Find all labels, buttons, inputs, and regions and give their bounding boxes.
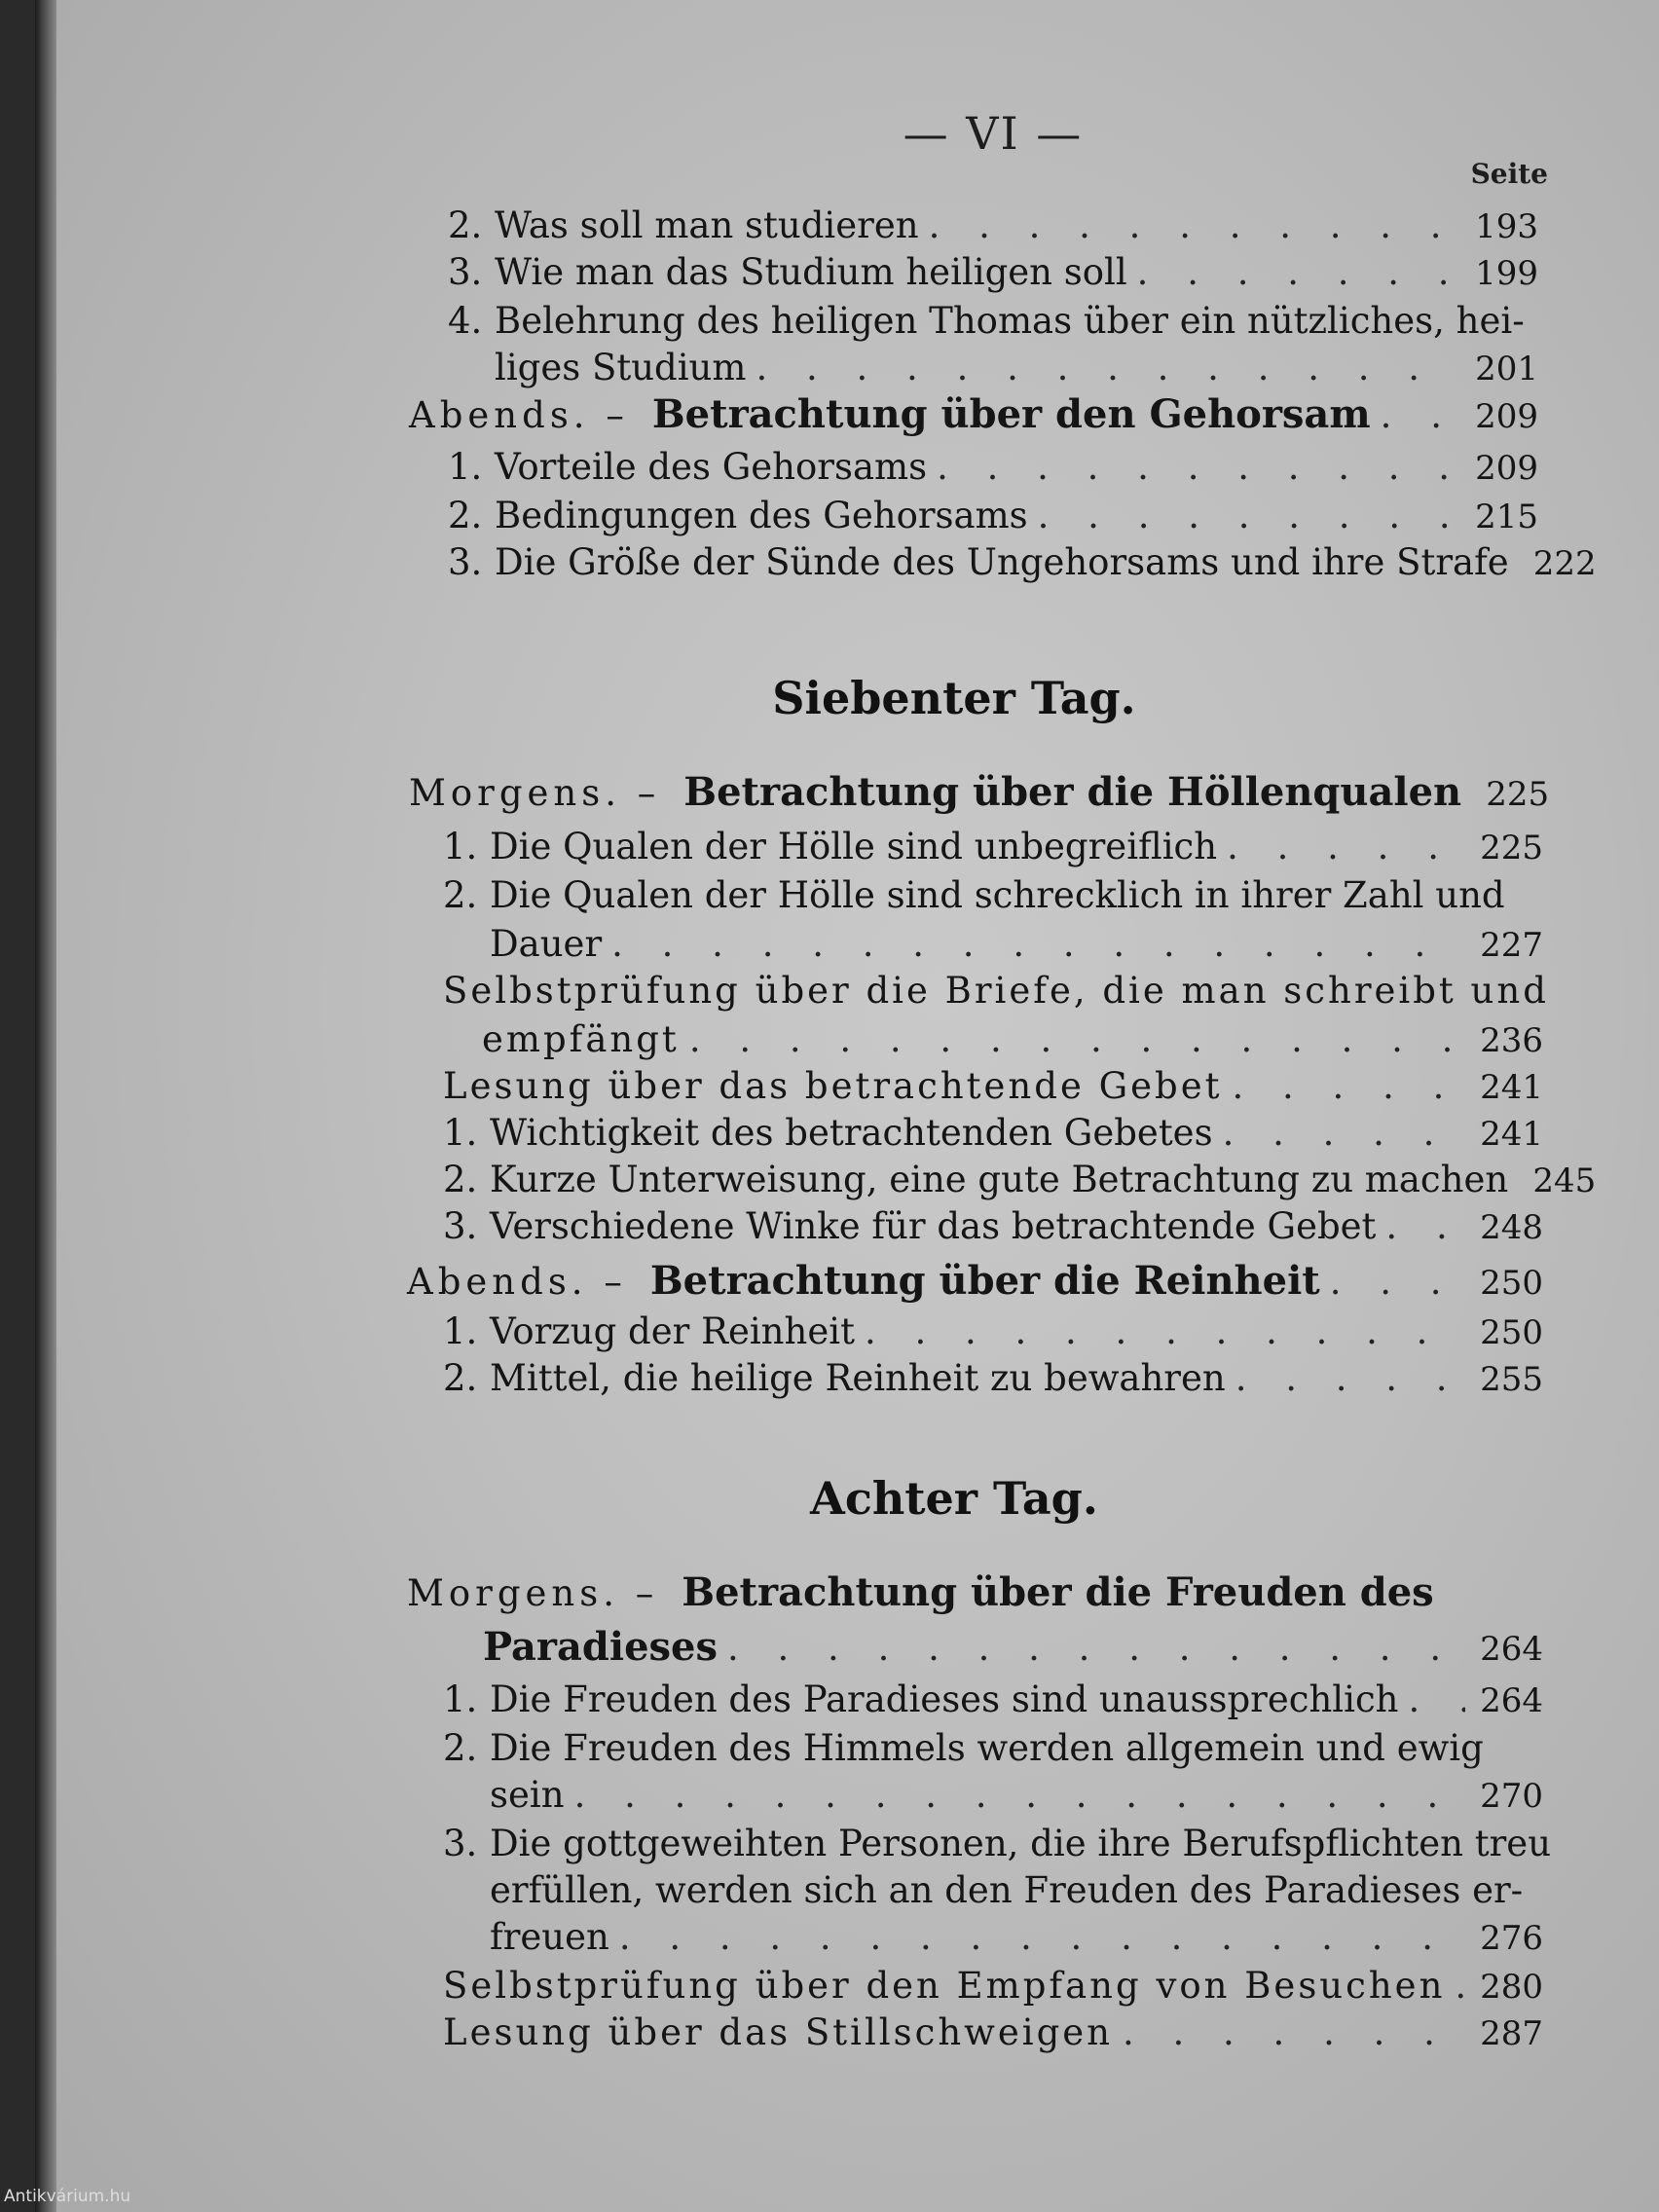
toc-section: [409, 391, 1538, 437]
section-title: Paradieses: [483, 1624, 719, 1670]
entry-title: sein: [490, 1774, 565, 1816]
entry-title: Die gottgeweihten Personen, die ihre Berufspflichten treu: [490, 1823, 1552, 1864]
toc-section: [407, 1569, 1543, 1615]
entry-page: 225: [1480, 829, 1543, 867]
entry-page: 276: [1480, 1919, 1543, 1958]
dot-leader: [1233, 1065, 1465, 1107]
entry-title: Selbstprüfung über den Empfang von Besuchen: [443, 1965, 1446, 2007]
toc-section-continuation: [483, 1624, 1543, 1670]
entry-page: 222: [1532, 544, 1597, 583]
entry-title: Die Größe der Sünde des Ungehorsams und ihre Strafe: [495, 541, 1509, 583]
toc-entry: [443, 826, 1543, 867]
toc-entry-continuation: [490, 923, 1543, 965]
dot-leader: [1330, 1261, 1465, 1303]
entry-page: 209: [1475, 397, 1538, 436]
toc-section: [407, 1258, 1543, 1304]
dot-leader: [689, 1018, 1465, 1060]
entry-title: Mittel, die heilige Reinheit zu bewahren: [490, 1357, 1226, 1399]
toc-entry-continuation: [490, 1774, 1543, 1816]
section-title: Betrachtung über die Reinheit: [649, 1258, 1320, 1304]
entry-title: freuen: [490, 1916, 609, 1958]
entry-number: 3.: [443, 1205, 478, 1247]
toc-entry: [443, 1965, 1543, 2007]
dot-leader: [865, 1310, 1465, 1352]
entry-number: 2.: [448, 495, 483, 536]
section-label: Abends. –: [407, 1261, 627, 1303]
entry-page: 280: [1480, 1968, 1543, 2007]
entry-title: Verschiedene Winke für das betrachtende Gebet: [490, 1205, 1377, 1247]
entry-page: 236: [1480, 1021, 1543, 1060]
day-heading: Achter Tag.: [810, 1472, 1098, 1525]
entry-title: Vorzug der Reinheit: [490, 1310, 855, 1352]
toc-entry: [443, 1310, 1543, 1352]
toc-entry: [448, 300, 1538, 342]
entry-title: Lesung über das betrachtende Gebet: [443, 1065, 1223, 1107]
toc-entry: [443, 1678, 1543, 1720]
entry-number: 1.: [443, 1678, 478, 1720]
entry-page: 209: [1475, 449, 1538, 488]
entry-title: Lesung über das Stillschweigen: [443, 2011, 1113, 2053]
toc-entry: [443, 970, 1549, 1012]
entry-number: 3.: [443, 1823, 478, 1864]
toc-entry: [448, 204, 1538, 246]
entry-number: 1.: [443, 1112, 478, 1154]
toc-entry: [443, 1065, 1543, 1107]
entry-page: 245: [1532, 1161, 1597, 1200]
entry-title: liges Studium: [495, 347, 747, 388]
section-title: Betrachtung über die Höllenqualen: [683, 769, 1462, 815]
dot-leader: [1123, 2011, 1465, 2053]
page-number: — VI —: [903, 107, 1084, 160]
dot-leader: [1223, 1112, 1465, 1154]
entry-title: Selbstprüfung über die Briefe, die man schreibt und: [443, 970, 1549, 1012]
dot-leader: [727, 1627, 1465, 1669]
entry-title: Dauer: [490, 923, 603, 965]
entry-number: 4.: [448, 300, 483, 342]
entry-page: 264: [1480, 1630, 1543, 1669]
watermark: Antikvárium.hu: [4, 2187, 131, 2206]
entry-page: 264: [1480, 1681, 1543, 1720]
entry-title: Bedingungen des Gehorsams: [495, 495, 1028, 536]
entry-number: 2.: [443, 1159, 478, 1200]
entry-number: 2.: [443, 1357, 478, 1399]
entry-page: 287: [1480, 2014, 1543, 2053]
entry-page: 201: [1475, 350, 1538, 388]
dot-leader: [1137, 251, 1460, 293]
entry-page: 199: [1475, 254, 1538, 293]
entry-title: Belehrung des heiligen Thomas über ein nützliches, hei-: [495, 300, 1525, 342]
entry-title: Die Freuden des Himmels werden allgemein und ewig: [490, 1727, 1484, 1769]
entry-page: 241: [1480, 1115, 1543, 1154]
entry-number: 1.: [443, 826, 478, 867]
entry-page: 227: [1480, 926, 1543, 965]
toc-entry-continuation: [482, 1018, 1543, 1060]
dot-leader: [1409, 1678, 1466, 1720]
dot-leader: [1038, 495, 1460, 536]
toc-section: [409, 769, 1550, 815]
toc-entry: [443, 1823, 1552, 1864]
entry-page: 241: [1480, 1068, 1543, 1107]
toc-entry: [443, 1112, 1543, 1154]
dot-leader: [756, 347, 1460, 388]
entry-title: Die Freuden des Paradieses sind unaussprechlich: [490, 1678, 1399, 1720]
dot-leader: [1381, 394, 1460, 436]
dot-leader: [1227, 826, 1465, 867]
section-title: Betrachtung über den Gehorsam: [651, 391, 1371, 437]
section-label: Abends. –: [409, 394, 629, 436]
entry-page: 250: [1480, 1264, 1543, 1303]
page-column-label: Seite: [1470, 158, 1548, 190]
dot-leader: [1235, 1357, 1465, 1399]
dot-leader: [619, 1916, 1465, 1958]
toc-entry-continuation: [490, 1869, 1543, 1911]
toc-entry: [443, 874, 1543, 916]
entry-number: 3.: [448, 251, 483, 293]
entry-title: Die Qualen der Hölle sind unbegreiflich: [490, 826, 1218, 867]
entry-title: Kurze Unterweisung, eine gute Betrachtung zu machen: [490, 1159, 1509, 1200]
toc-entry-continuation: [495, 347, 1538, 388]
toc-entry-continuation: [490, 1916, 1543, 1958]
entry-title: Die Qualen der Hölle sind schrecklich in ihrer Zahl und: [490, 874, 1505, 916]
toc-entry: [443, 1727, 1543, 1769]
entry-title: Wichtigkeit des betrachtenden Gebetes: [490, 1112, 1213, 1154]
entry-title: erfüllen, werden sich an den Freuden des Paradieses er-: [490, 1869, 1524, 1911]
entry-title: Wie man das Studium heiligen soll: [495, 251, 1127, 293]
section-title: Betrachtung über die Freuden des: [682, 1569, 1434, 1615]
toc-entry: [448, 446, 1538, 488]
toc-entry: [443, 2011, 1543, 2053]
dot-leader: [937, 446, 1460, 488]
entry-page: 215: [1475, 498, 1538, 536]
toc-entry: [443, 1205, 1543, 1247]
entry-number: 2.: [448, 204, 483, 246]
entry-title: empfängt: [482, 1018, 680, 1060]
dot-leader: [1455, 1965, 1465, 2007]
entry-page: 225: [1486, 775, 1550, 814]
entry-number: 2.: [443, 874, 478, 916]
entry-page: 270: [1480, 1777, 1543, 1816]
dot-leader: [929, 204, 1460, 246]
entry-page: 248: [1480, 1208, 1543, 1247]
toc-entry: [443, 1357, 1543, 1399]
entry-page: 193: [1475, 207, 1538, 246]
entry-number: 2.: [443, 1727, 478, 1769]
entry-number: 1.: [443, 1310, 478, 1352]
dot-leader: [1385, 1205, 1465, 1247]
dot-leader: [574, 1774, 1465, 1816]
day-heading: Siebenter Tag.: [772, 672, 1136, 724]
dot-leader: [611, 923, 1465, 965]
toc-entry: [448, 251, 1538, 293]
entry-page: 255: [1480, 1360, 1543, 1399]
section-label: Morgens. –: [409, 772, 661, 814]
entry-number: 3.: [448, 541, 483, 583]
entry-title: Vorteile des Gehorsams: [495, 446, 928, 488]
entry-title: Was soll man studieren: [495, 204, 919, 246]
entry-number: 1.: [448, 446, 483, 488]
section-label: Morgens. –: [407, 1572, 659, 1614]
toc-entry: [443, 1159, 1597, 1200]
toc-entry: [448, 541, 1597, 583]
entry-page: 250: [1480, 1313, 1543, 1352]
toc-entry: [448, 495, 1538, 536]
